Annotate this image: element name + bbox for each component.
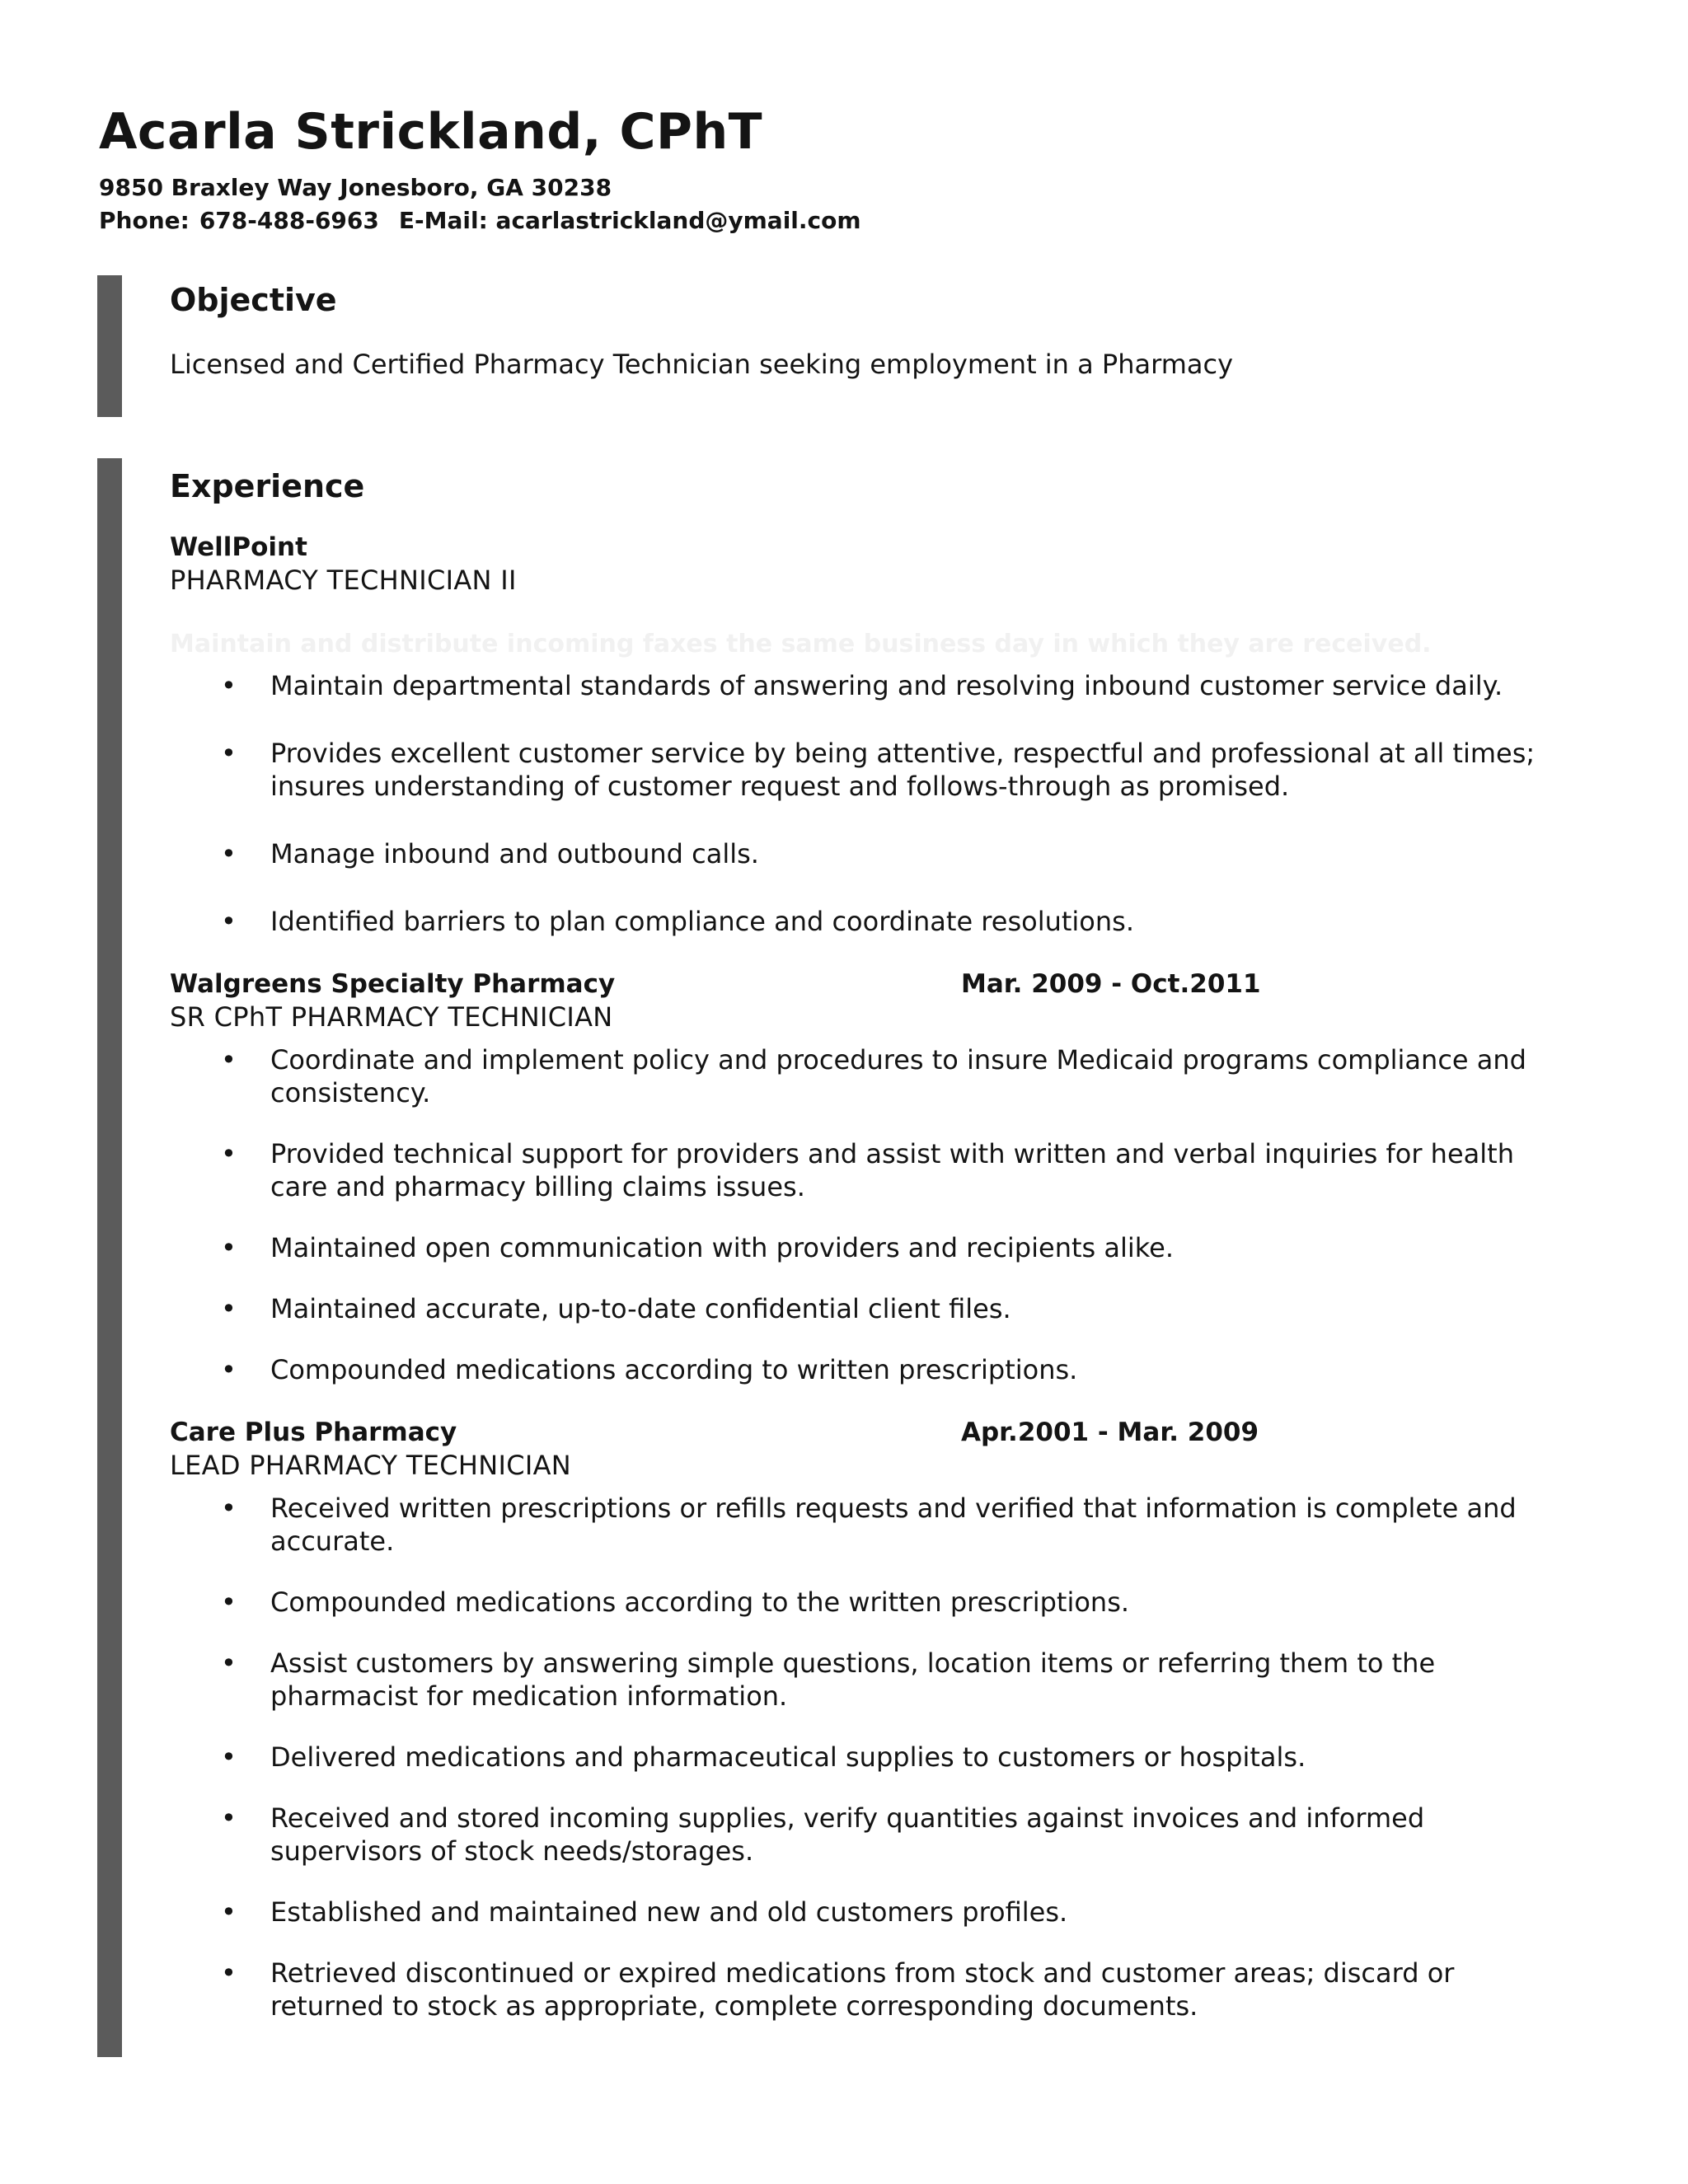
bullet-icon: • (221, 1044, 237, 1076)
bullet-text: Maintained accurate, up-to-date confidential client files. (270, 1293, 1011, 1324)
list-item (170, 1802, 1554, 1868)
section-accent-bar (97, 275, 122, 417)
bullet-icon: • (221, 906, 237, 937)
list-item (170, 1647, 1554, 1713)
resume-header (99, 99, 1582, 237)
job-header (170, 968, 1614, 1001)
list-item (170, 1957, 1554, 2022)
job-role: PHARMACY TECHNICIAN II (170, 565, 517, 596)
job-header (170, 531, 1614, 564)
phone-label: Phone: (99, 207, 190, 234)
bullet-text: Compounded medications according to the written prescriptions. (270, 1586, 1130, 1618)
job-entry (170, 531, 1614, 937)
bullet-text: Received written prescriptions or refills requests and verified that information is complete and accurate. (270, 1493, 1517, 1557)
objective-text: Licensed and Certified Pharmacy Technician seeking employment in a Pharmacy (170, 349, 1233, 380)
job-entry (170, 1416, 1614, 2050)
bullet-text: Delivered medications and pharmaceutical supplies to customers or hospitals. (270, 1741, 1306, 1773)
job-role: SR CPhT PHARMACY TECHNICIAN (170, 1001, 613, 1033)
address-line (99, 171, 1582, 204)
section-accent-bar (97, 458, 122, 2057)
company-name: Walgreens Specialty Pharmacy (170, 969, 616, 999)
job-bullets (170, 669, 1554, 972)
objective-section (97, 275, 1614, 417)
list-item (170, 1137, 1554, 1203)
list-item (170, 669, 1554, 702)
faded-text: Maintain and distribute incoming faxes the same business day in which they are received. (170, 630, 1432, 658)
job-role: LEAD PHARMACY TECHNICIAN (170, 1450, 572, 1481)
bullet-icon: • (221, 1802, 237, 1834)
bullet-icon: • (221, 1957, 237, 1989)
bullet-icon: • (221, 838, 237, 869)
job-dates: Apr.2001 - Mar. 2009 (961, 1418, 1259, 1447)
bullet-icon: • (221, 1896, 237, 1928)
list-item (170, 1292, 1554, 1325)
list-item (170, 1896, 1554, 1929)
bullet-text: Provided technical support for providers and assist with written and verbal inquiries for health care and pharmacy billing claims issues. (270, 1138, 1514, 1202)
list-item (170, 737, 1554, 803)
bullet-icon: • (221, 1232, 237, 1263)
bullet-icon: • (221, 1293, 237, 1324)
list-item (170, 1353, 1554, 1386)
bullet-icon: • (221, 670, 237, 701)
bullet-text: Coordinate and implement policy and procedures to insure Medicaid programs compliance and consistency. (270, 1044, 1526, 1108)
bullet-icon: • (221, 738, 237, 769)
contact-line (99, 204, 1582, 237)
list-item (170, 1586, 1554, 1619)
job-bullets (170, 1043, 1614, 1386)
bullet-text: Established and maintained new and old customers profiles. (270, 1896, 1068, 1928)
applicant-name: Acarla Strickland, CPhT (99, 103, 763, 161)
job-bullets (170, 1492, 1614, 2022)
bullet-icon: • (221, 1586, 237, 1618)
bullet-icon: • (221, 1741, 237, 1773)
bullet-icon: • (221, 1354, 237, 1385)
bullet-text: Retrieved discontinued or expired medications from stock and customer areas; discard or returned to stock as appropriate, complete corresponding documents. (270, 1957, 1455, 2022)
job-dates: Mar. 2009 - Oct.2011 (961, 969, 1261, 999)
list-item (170, 837, 1554, 870)
job-header (170, 1416, 1614, 1449)
bullet-text: Maintained open communication with providers and recipients alike. (270, 1232, 1174, 1263)
bullet-icon: • (221, 1493, 237, 1524)
list-item (170, 1492, 1554, 1558)
bullet-text: Provides excellent customer service by being attentive, respectful and professional at all times; insures understanding of customer request and follows-through as promised. (270, 738, 1536, 802)
list-item (170, 1043, 1554, 1109)
list-item (170, 1231, 1554, 1264)
email-label: E-Mail: (398, 207, 488, 234)
job-entry (170, 968, 1614, 1414)
bullet-icon: • (221, 1647, 237, 1679)
experience-title: Experience (170, 468, 365, 504)
list-item (170, 905, 1554, 938)
phone-number: 678-488-6963 (199, 207, 379, 234)
bullet-text: Assist customers by answering simple questions, location items or referring them to the pharmacist for medication information. (270, 1647, 1436, 1712)
bullet-text: Manage inbound and outbound calls. (270, 838, 759, 869)
bullet-text: Received and stored incoming supplies, verify quantities against invoices and informed supervisors of stock needs/storages. (270, 1802, 1425, 1867)
address: 9850 Braxley Way Jonesboro, GA 30238 (99, 174, 612, 201)
email-address: acarlastrickland@ymail.com (495, 207, 861, 234)
experience-section (97, 458, 1614, 2057)
bullet-icon: • (221, 1138, 237, 1169)
objective-title: Objective (170, 282, 337, 318)
bullet-text: Maintain departmental standards of answering and resolving inbound customer service daily. (270, 670, 1503, 701)
bullet-text: Compounded medications according to written prescriptions. (270, 1354, 1078, 1385)
list-item (170, 1741, 1554, 1774)
bullet-text: Identified barriers to plan compliance and coordinate resolutions. (270, 906, 1134, 937)
company-name: WellPoint (170, 532, 307, 562)
company-name: Care Plus Pharmacy (170, 1418, 457, 1447)
